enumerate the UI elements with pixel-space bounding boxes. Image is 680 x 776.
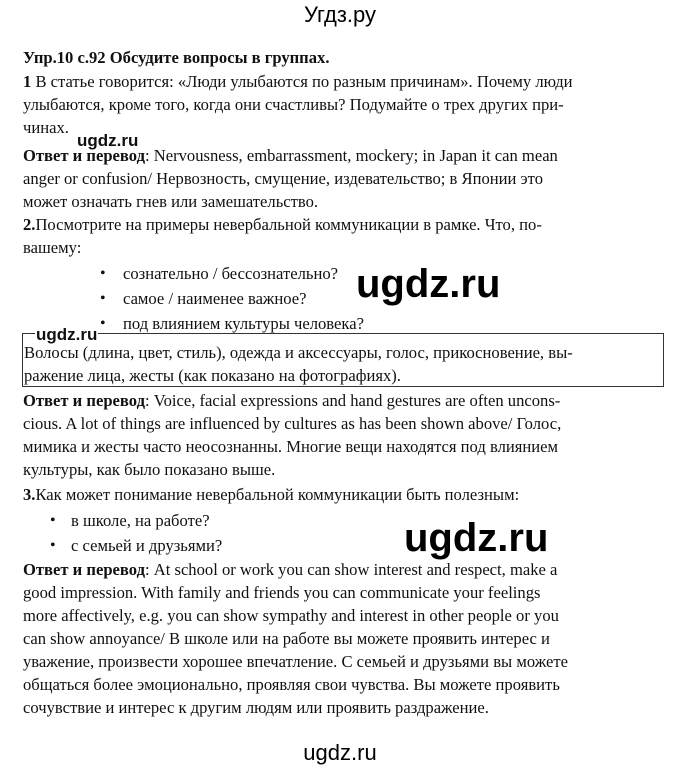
- watermark-small-1: ugdz.ru: [77, 131, 139, 150]
- watermark-small-2: ugdz.ru: [36, 325, 98, 344]
- site-footer-watermark[interactable]: ugdz.ru: [303, 740, 377, 765]
- examples-box-line-1: Волосы (длина, цвет, стиль), одежда и аксессуары, голос, прикосновение, вы-: [24, 343, 573, 362]
- answer-2-text-1: : Voice, facial expressions and hand gestures are often uncons-: [144, 391, 561, 410]
- question-1-line-1: [23, 71, 573, 93]
- answer-2-line-3: мимика и жесты часто неосознанны. Многие вещи находятся под влиянием: [23, 437, 559, 456]
- answer-2-line-4: культуры, как было показано выше.: [23, 460, 276, 479]
- question-2-bullet-1: сознательно / бессознательно?: [123, 264, 338, 283]
- question-3-text-1: Как может понимание невербальной коммуникации быть полезным:: [35, 485, 520, 504]
- answer-1-text-1: : Nervousness, embarrassment, mockery; in Japan it can mean: [144, 146, 558, 165]
- answer-1-line-3: может означать гнев или замешательство.: [23, 192, 319, 211]
- watermark-big-1: ugdz.ru: [356, 262, 501, 306]
- question-2-bullet-3: под влиянием культуры человека?: [123, 314, 364, 333]
- answer-3-text-1: : At school or work you can show interest and respect, make a: [144, 560, 558, 579]
- question-2-number: 2.: [23, 215, 36, 234]
- question-3-number: 3.: [23, 485, 36, 504]
- question-2-text-1: Посмотрите на примеры невербальной коммуникации в рамке. Что, по-: [35, 215, 542, 234]
- answer-2-label: Ответ и перевод: [23, 391, 145, 410]
- answer-3-line-6: общаться более эмоционально, проявляя свои чувства. Вы можете проявить: [23, 675, 560, 694]
- question-1-text-1: В статье говорится: «Люди улыбаются по разным причинам». Почему люди: [31, 72, 573, 91]
- bullet-dot: •: [100, 315, 106, 332]
- answer-2-line-2: cious. A lot of things are influenced by cultures as has been shown above/ Голос,: [23, 414, 562, 433]
- question-2-line-1: [23, 214, 542, 236]
- question-3-line-1: [23, 484, 519, 506]
- bullet-dot: •: [50, 512, 56, 529]
- question-1-line-3: чинах.: [23, 118, 69, 137]
- answer-3-line-1: [23, 559, 557, 581]
- answer-1-line-1: [23, 145, 558, 167]
- answer-2-line-1: [23, 390, 560, 412]
- question-2-line-2: вашему:: [23, 238, 82, 257]
- answer-1-label: Ответ и перевод: [23, 146, 145, 165]
- bullet-dot: •: [100, 265, 106, 282]
- examples-box-line-2: ражение лица, жесты (как показано на фотографиях).: [24, 366, 401, 385]
- answer-3-line-2: good impression. With family and friends you can communicate your feelings: [23, 583, 541, 602]
- watermark-big-2: ugdz.ru: [404, 516, 549, 560]
- answer-3-line-4: can show annoyance/ В школе или на работе вы можете проявить интерес и: [23, 629, 550, 648]
- answer-3-line-3: more affectively, e.g. you can show sympathy and interest in other people or you: [23, 606, 559, 625]
- answer-3-label: Ответ и перевод: [23, 560, 145, 579]
- answer-3-line-5: уважение, произвести хорошее впечатление. С семьей и друзьями вы можете: [23, 652, 568, 671]
- question-1-number: 1: [23, 72, 32, 91]
- answer-1-line-2: anger or confusion/ Нервозность, смущение, издевательство; в Японии это: [23, 169, 544, 188]
- question-3-bullet-2: с семьей и друзьями?: [71, 536, 223, 555]
- site-header-title[interactable]: Угдз.ру: [303, 2, 377, 27]
- bullet-dot: •: [50, 537, 56, 554]
- question-2-bullet-2: самое / наименее важное?: [123, 289, 307, 308]
- question-1-line-2: улыбаются, кроме того, когда они счастливы? Подумайте о трех других при-: [23, 95, 564, 114]
- exercise-title: Упр.10 с.92 Обсудите вопросы в группах.: [23, 48, 330, 67]
- answer-3-line-7: сочувствие и интерес к другим людям или проявить раздражение.: [23, 698, 489, 717]
- question-3-bullet-1: в школе, на работе?: [71, 511, 210, 530]
- bullet-dot: •: [100, 290, 106, 307]
